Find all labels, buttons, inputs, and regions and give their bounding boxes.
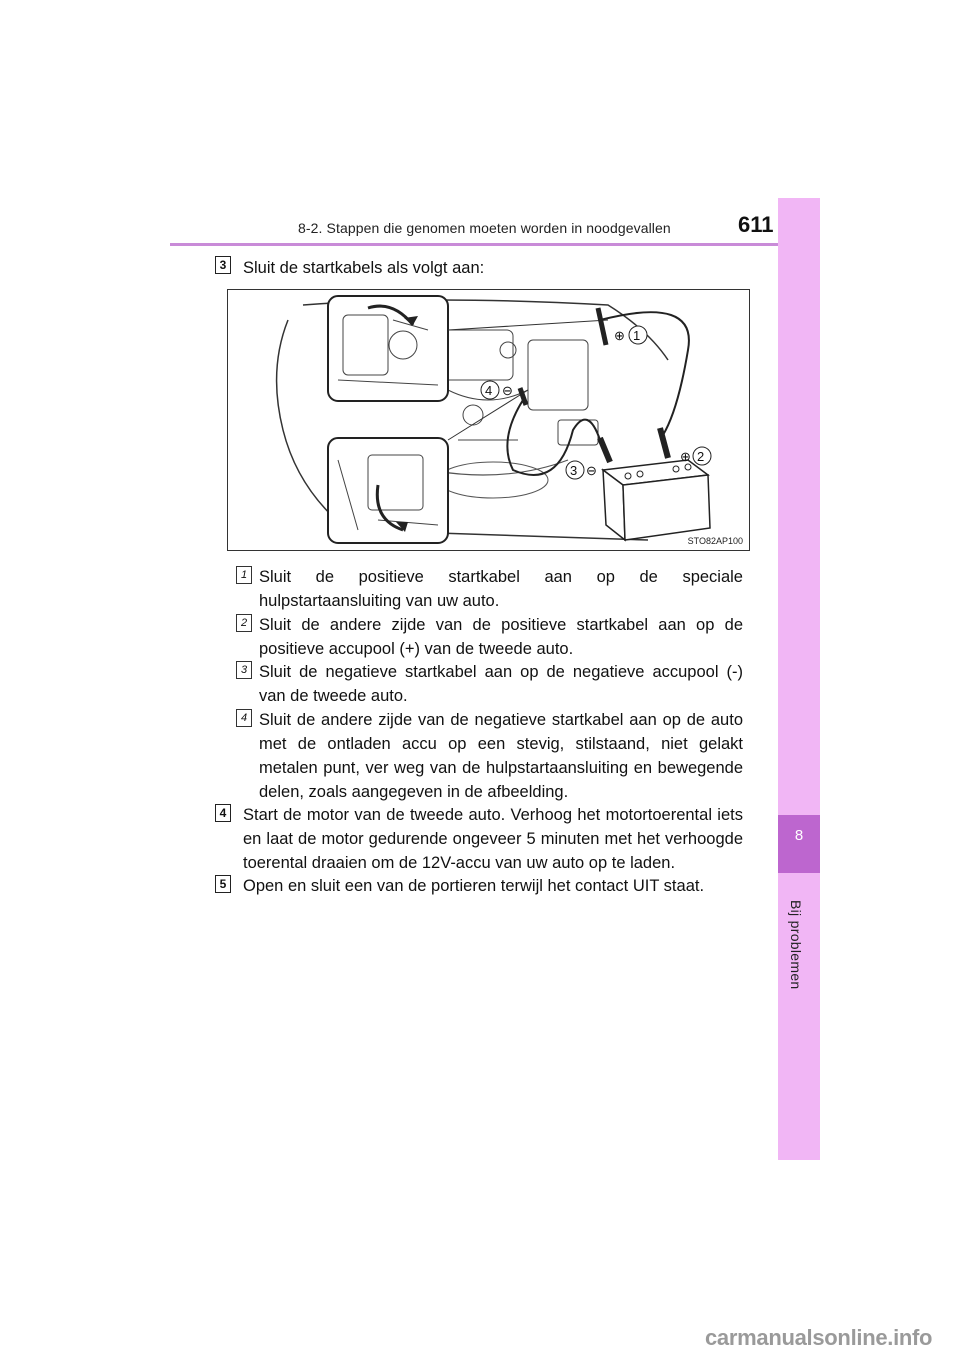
inset-top [328,296,448,401]
chapter-number-tab [778,815,820,873]
callout-3: 3 [570,463,578,478]
substep-text: Sluit de andere zijde van de positieve startkabel aan op de positieve accupool (+) van de tweede auto. [259,616,743,658]
header-rule [170,243,820,246]
step-number-box: 3 [215,256,231,274]
step-4-text: Start de motor van de tweede auto. Verhoog het motortoerental iets en laat de motor gedurende ongeveer 5 minuten met het verhoogde toerental draaien om de 12V-accu van uw auto op te laden. [243,806,743,872]
callout-2: 2 [697,449,705,464]
step-5-text: Open en sluit een van de portieren terwijl het contact UIT staat. [243,877,705,895]
site-watermark: carmanualsonline.info [705,1325,933,1350]
substep-number: 3 [236,661,252,679]
step-3-text: Sluit de startkabels als volgt aan: [243,259,485,277]
page-number: 611 [738,212,774,237]
substep-number: 1 [236,566,252,584]
engine-bay-drawing [228,290,749,550]
callout-1: 1 [633,328,641,343]
step-number-box: 5 [215,875,231,893]
chapter-side-tab [778,198,820,1160]
callout-minus-4: ⊖ [502,383,513,398]
substep-text: Sluit de andere zijde van de negatieve startkabel aan op de auto met de ontladen accu op een stevig, stilstaand, niet gelakt metalen punt, ver weg van de hulpstartaansluiting en bewegende delen, zoals aangegeven in de afbeelding. [259,711,743,801]
substep-number: 4 [236,709,252,727]
substep-number: 2 [236,614,252,632]
inset-bottom [328,438,448,543]
callout-minus-3: ⊖ [586,463,597,478]
figure-code: STO82AP100 [687,536,743,546]
substep-text: Sluit de positieve startkabel aan op de speciale hulpstartaansluiting van uw auto. [259,568,743,610]
substep-text: Sluit de negatieve startkabel aan op de negatieve accupool (-) van de tweede auto. [259,663,743,705]
chapter-label: Bij problemen [788,900,804,990]
section-title: 8-2. Stappen die genomen moeten worden in noodgevallen [298,220,671,236]
callout-plus-2: ⊕ [680,449,691,464]
chapter-number: 8 [794,827,804,844]
callout-4: 4 [485,383,493,398]
callout-plus-1: ⊕ [614,328,625,343]
booster-battery [603,460,710,540]
jump-start-illustration [227,289,750,551]
step-number-box: 4 [215,804,231,822]
